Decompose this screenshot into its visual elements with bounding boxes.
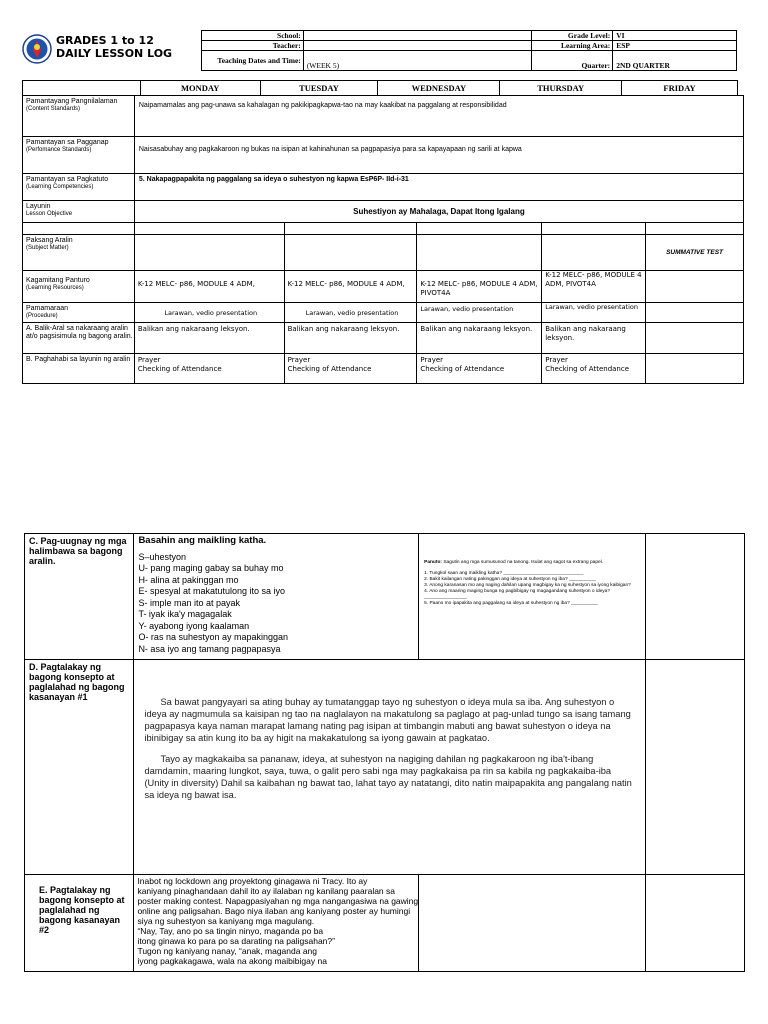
procedure-tuesday: Larawan, vedio presentation	[284, 303, 417, 323]
resources-thursday: K-12 MELC- p86, MODULE 4 ADM, PIVOT4A	[542, 271, 646, 303]
performance-standards-text: Naisasabuhay ang pagkakaroon ng bukas na isipan at kahinahunan sa pagpapasiya para sa kapayapaan ng sarili at kapwa	[134, 137, 743, 174]
learning-area-label: Learning Area:	[532, 41, 613, 51]
section-d-paragraph-1: Sa bawat pangyayari sa ating buhay ay tumatanggap tayo ng suhestyon o ideya mula sa iba. Ang suhestyon o ideya ay nagmumula sa kaisipan ng tao na naglalayon na makatulong sa paglago at pag-unlad tungo sa isang tamang pagpapasya kaya naman marapat lamang nating pag isipan at timbangin mabuti ang bawat suhestyon o ideya na ibinibigay sa atin kung ito ba ay higit na makakatulong sa iyong gawain at pagkatao.	[144, 697, 631, 743]
learning-resources-row	[23, 271, 744, 303]
section-e-row	[25, 875, 745, 972]
section-e-label: E. Pagtalakay ng bagong konsepto at paglalahad ng bagong kasanayan #2	[25, 875, 134, 972]
summative-test-label: SUMMATIVE TEST	[646, 235, 744, 271]
deped-seal-logo	[22, 34, 52, 64]
procedure-detail-table	[24, 533, 745, 972]
acrostic-line: U- pang maging gabay sa buhay mo	[138, 563, 284, 573]
section-d-text	[134, 660, 646, 875]
question-5: 5. Paano mo ipapakita ang paggalang sa ideya at suhestyon ng iba? __________	[424, 601, 598, 606]
resources-monday: K-12 MELC- p86, MODULE 4 ADM,	[134, 271, 284, 303]
panuto-text: Sagutin ang mga sumusunod na tanong. Isulat ang sagot sa extrang papel.	[443, 560, 604, 565]
performance-standards-row	[23, 137, 744, 174]
purpose-monday: Prayer Checking of Attendance	[134, 354, 284, 384]
acrostic-line: N- asa iyo ang tamang pagpapasya	[138, 643, 281, 654]
lesson-objective-label-en: Lesson Objective	[26, 210, 73, 217]
section-c-story	[134, 534, 419, 660]
subject-matter-label-en: (Subject Matter)	[26, 244, 69, 251]
learning-competencies-text: 5. Nakapagpapakita ng paggalang sa ideya o suhestyon ng kapwa EsP6P- IId-i-31	[134, 174, 743, 201]
acrostic-line: O- ras na suhestyon ay mapakinggan	[138, 632, 289, 642]
resources-wednesday: K-12 MELC- p86, MODULE 4 ADM, PIVOT4A	[417, 271, 542, 303]
panuto-heading: Panuto:	[424, 560, 442, 565]
section-d-paragraph-2: Tayo ay magkakaiba sa pananaw, ideya, at suhestyon na nagiging dahilan ng pagkakaroon ng iba't-ibang damdamin, maaring lungkot, saya, tuwa, o galit pero sabi nga may pagkakaisa pa rin sa kabila ng pagkakaiba-iba (Unity in diversity) Dahil sa kaibahan ng bawat tao, lahat tayo ay natatangi, dito natin maipapakita ang pangalang natin sa ideya ng bawat isa.	[144, 754, 632, 800]
story-heading: Basahin ang maikling katha.	[138, 535, 267, 546]
teaching-dates-label: Teaching Dates and Time:	[202, 51, 304, 71]
learning-competencies-label-en: (Learning Competencies)	[26, 183, 94, 190]
section-c-label: C. Pag-uugnay ng mga halimbawa sa bagong aralin.	[25, 534, 134, 660]
question-1: 1. Tungkol saan ang maikling katha? ______________________________	[424, 571, 584, 576]
day-friday: FRIDAY	[622, 81, 738, 96]
question-2: 2. Bakit kailangan nating pakinggan ang ideya at suhestyon ng iba? __________	[424, 577, 596, 582]
essay-line: online ang paligsahan. Bago niya ilaban ang kaniyang poster ay humingi	[137, 906, 411, 916]
essay-line: Tugon ng kaniyang nanay, “anak, maganda ang	[137, 946, 318, 956]
learning-competencies-row	[23, 174, 744, 201]
purpose-tuesday: Prayer Checking of Attendance	[284, 354, 417, 384]
day-tuesday: TUESDAY	[260, 81, 378, 96]
content-standards-text: Naipamamalas ang pag-unawa sa kahalagan ng pakikipagkapwa-tao na may kaakibat na paggalang at responsibilidad	[134, 96, 743, 137]
purpose-label: B. Paghahabi sa layunin ng aralin	[23, 354, 135, 384]
learning-resources-label: Kagamitang Panturo	[26, 277, 90, 284]
title-line-2: DAILY LESSON LOG	[56, 47, 173, 60]
essay-line: kaniyang pinaghandaan dahil ito ay ilalaban ng kanilang paaralan sa	[137, 886, 395, 896]
quarter-label: Quarter:	[532, 51, 613, 71]
content-standards-label: Pamantayang Pangnilalaman	[26, 98, 118, 105]
purpose-row	[23, 354, 744, 384]
section-c-row	[25, 534, 745, 660]
section-e-text	[134, 875, 419, 972]
subject-matter-label: Paksang Aralin	[26, 237, 73, 244]
review-monday: Balikan ang nakaraang leksyon.	[134, 323, 284, 354]
essay-line: Inabot ng lockdown ang proyektong ginagawa ni Tracy. Ito ay	[137, 876, 368, 886]
question-4: 4. Ano ang maaring maging bunga ng pagbibigay ng magagandang suhestyon o ideya? ________________	[424, 589, 611, 600]
procedure-label-en: (Procedure)	[26, 312, 58, 319]
acrostic-line: Y- ayabong iyong kaalaman	[138, 620, 250, 631]
spacer-row	[23, 223, 744, 235]
section-d-label: D. Pagtalakay ng bagong konsepto at paglalahad ng bagong kasanayan #1	[25, 660, 134, 875]
procedure-label: Pamamaraan	[26, 305, 69, 312]
lesson-objective-label: Layunin	[26, 203, 51, 210]
procedure-monday: Larawan, vedio presentation	[134, 303, 284, 323]
acrostic-line: E- spesyal at makatutulong ito sa iyo	[138, 586, 286, 596]
purpose-wednesday: Prayer Checking of Attendance	[417, 354, 542, 384]
essay-line: siya ng suhestyon sa kaniyang mga magulang.	[137, 916, 315, 926]
lesson-objective-row	[23, 201, 744, 223]
procedure-row	[23, 303, 744, 323]
acrostic-line: S–uhestyon	[138, 551, 186, 562]
grade-level-label: Grade Level:	[532, 31, 613, 41]
essay-line: iyong pagkakagawa, wala na akong maibibigay na	[137, 956, 327, 966]
essay-line: “Nay, Tay, ano po sa tingin ninyo, maganda po ba	[137, 926, 324, 936]
header-info-table	[201, 30, 737, 71]
procedure-wednesday: Larawan, vedio presentation	[417, 303, 542, 323]
learning-competencies-label: Pamantayan sa Pagkatuto	[26, 176, 109, 183]
essay-line: poster making contest. Napagpasiyahan ng mga nangangasiwa na gawing	[137, 896, 419, 906]
question-3: 3. Anong karanasan mo ang naging dahilan upang magbigay ka ng suhestyon sa iyong kaibigan?	[424, 583, 631, 588]
learning-resources-label-en: (Learning Resources)	[26, 284, 84, 291]
purpose-thursday: Prayer Checking of Attendance	[542, 354, 646, 384]
acrostic-line: T- iyak ika'y magagalak	[138, 609, 232, 619]
review-row	[23, 323, 744, 354]
day-header-row	[22, 80, 738, 96]
performance-standards-label-en: (Perfomance Standards)	[26, 146, 92, 153]
resources-tuesday: K-12 MELC- p86, MODULE 4 ADM,	[284, 271, 417, 303]
section-d-row	[25, 660, 745, 875]
subject-matter-row	[23, 235, 744, 271]
review-thursday: Balikan ang nakaraang leksyon.	[542, 323, 646, 354]
day-monday: MONDAY	[140, 81, 260, 96]
learning-area-value: ESP	[613, 41, 737, 51]
procedure-thursday: Larawan, vedio presentation	[542, 303, 646, 323]
content-standards-row	[23, 96, 744, 137]
acrostic-line: S- imple man ito at payak	[138, 597, 240, 608]
review-wednesday: Balikan ang nakaraang leksyon.	[417, 323, 542, 354]
day-wednesday: WEDNESDAY	[378, 81, 500, 96]
essay-line: itong ginawa ko para po sa darating na paligsahan?”	[137, 936, 335, 946]
teaching-dates-value: (WEEK 5)	[303, 51, 532, 71]
teacher-label: Teacher:	[202, 41, 304, 51]
day-header-blank	[23, 81, 141, 96]
quarter-value: 2ND QUARTER	[613, 51, 737, 71]
day-thursday: THURSDAY	[500, 81, 622, 96]
document-title	[56, 34, 172, 60]
lesson-objective-text: Suhestiyon ay Mahalaga, Dapat Itong Igalang	[134, 201, 743, 223]
title-line-1: GRADES 1 to 12	[56, 34, 154, 47]
school-label: School:	[202, 31, 304, 41]
review-tuesday: Balikan ang nakaraang leksyon.	[284, 323, 417, 354]
review-label: A. Balik-Aral sa nakaraang aralin at/o pagsisimula ng bagong aralin.	[23, 323, 135, 354]
section-c-questions	[419, 534, 646, 660]
content-standards-label-en: (Content Standards)	[26, 105, 81, 112]
teacher-value	[303, 41, 532, 51]
lesson-log-table	[22, 95, 744, 384]
performance-standards-label: Pamantayan sa Pagganap	[26, 139, 109, 146]
acrostic-line: H- alina at pakinggan mo	[138, 574, 239, 585]
grade-level-value: VI	[613, 31, 737, 41]
school-value	[303, 31, 532, 41]
